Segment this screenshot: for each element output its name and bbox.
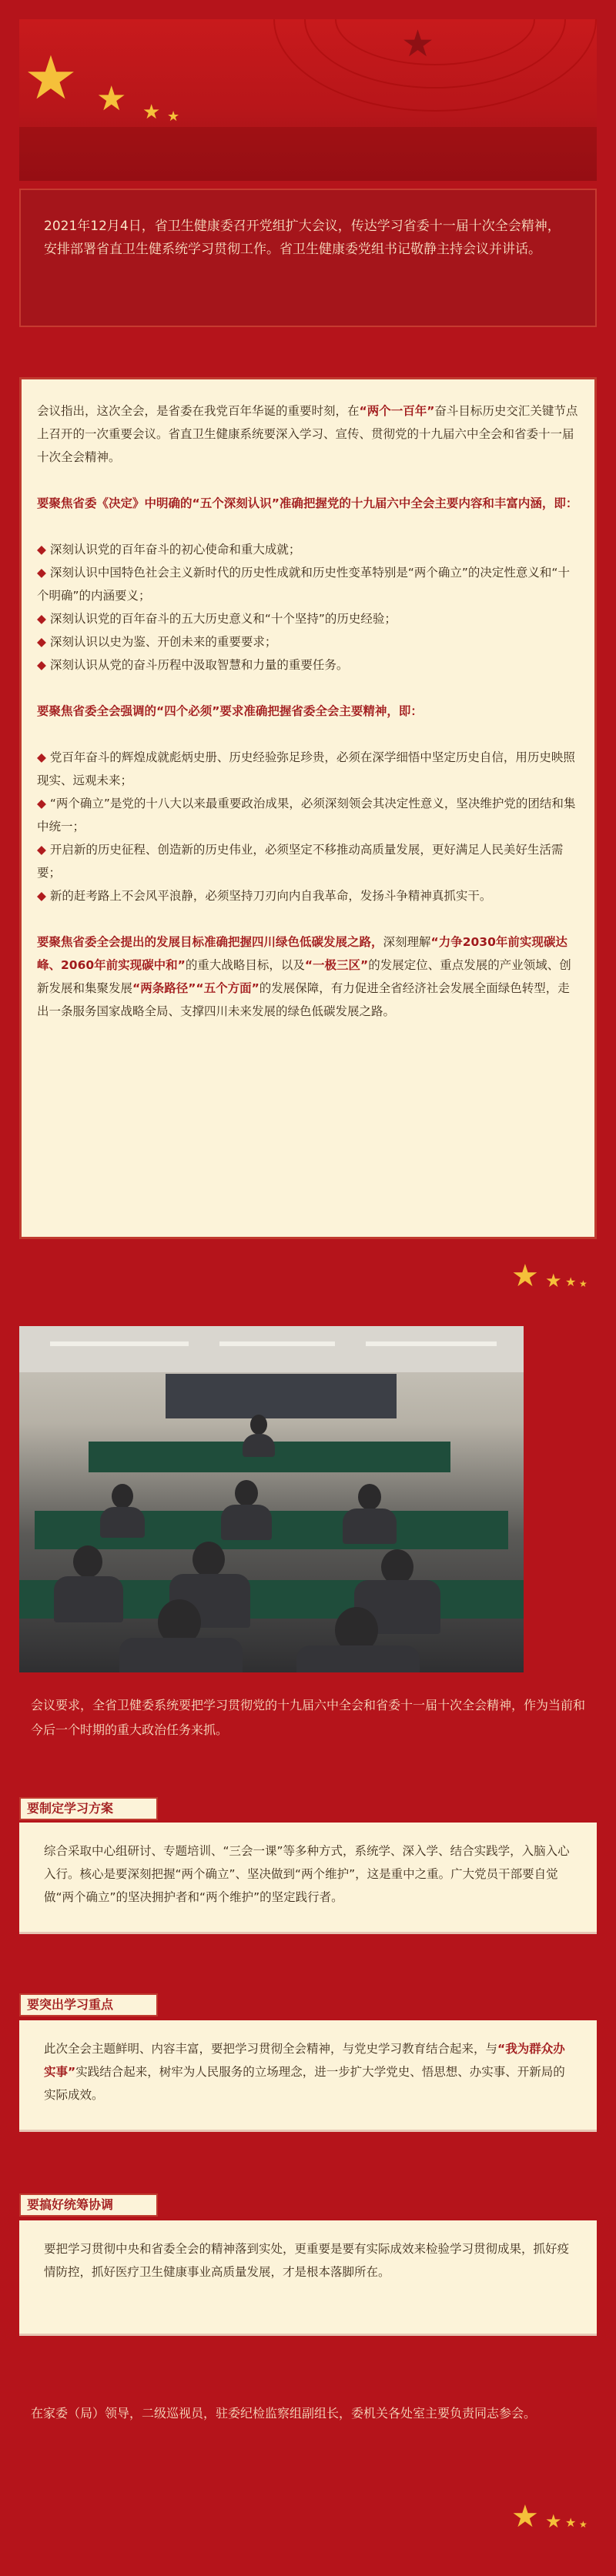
list-item-text: 深刻认识党的百年奋斗的五大历史意义和“十个坚持”的历史经验；: [49, 612, 397, 626]
photo-person: [112, 1484, 133, 1509]
list-item: [37, 630, 581, 653]
photo-light: [50, 1341, 189, 1346]
requirement-text: 会议要求，全省卫健委系统要把学习贯彻党的十九届六中全会和省委十一届十次全会精神，作为当前和今后一个时期的重大政治任务来抓。: [31, 1698, 586, 1737]
list-item: [37, 792, 581, 838]
list-item-text: “两个确立”是党的十八大以来最重要政治成果，必须深刻领会其决定性意义，坚决维护党的团结和集中统一；: [37, 797, 576, 834]
section-heading: 要聚焦省委《决定》中明确的“五个深刻认识”准确把握党的十九届六中全会主要内容和丰富内涵，即：: [37, 496, 578, 510]
highlight: “两个一百年”: [359, 404, 435, 418]
list-item: [37, 838, 581, 884]
photo-person: [235, 1480, 258, 1506]
card-text: 综合采取中心组研讨、专题培训、“三会一课”等多种方式，系统学、深入学、结合实践学，入脑入心入行。核心是要深刻把握“两个确立”、坚决做到“两个维护”，这是重中之重。广大党员干部要自觉做“两个确立”的坚决拥护者和“两个维护”的坚定践行者。: [44, 1844, 570, 1904]
text: 奋斗目标历史交汇关键节点上召开的一次重要会议。省直卫生健康系统要深入学习、宣传、贯彻党的十九届六中全会和省委十一届十次全会精神。: [37, 404, 578, 464]
photo-person: [100, 1507, 145, 1538]
list-item: [37, 884, 581, 907]
star-icon: ★: [142, 101, 161, 124]
content-card: [19, 2020, 597, 2132]
photo-person: [250, 1415, 267, 1435]
content-card: [19, 1823, 597, 1934]
list-item: [37, 746, 581, 792]
bullet-list: [37, 746, 581, 907]
photo-person: [243, 1434, 275, 1457]
text: 会议指出，这次全会，是省委在我党百年华诞的重要时刻，在: [37, 404, 360, 418]
header-banner: [19, 19, 597, 181]
diamond-bullet-icon: ◆: [37, 612, 46, 626]
card-text: 要把学习贯彻中央和省委全会的精神落到实处，更重要是要有实际成效来检验学习贯彻成果，抓好疫情防控，抓好医疗卫生健康事业高质量发展，才是根本落脚所在。: [44, 2242, 570, 2279]
diamond-bullet-icon: ◆: [37, 543, 46, 556]
text: 的重大战略目标，以及: [185, 958, 305, 972]
big-star-icon: ★: [24, 44, 78, 113]
photo-light: [219, 1341, 335, 1346]
photo-wall: [19, 1326, 524, 1372]
card-tag: 要制定学习方案: [19, 1797, 158, 1820]
intro-box: [19, 189, 597, 327]
photo-person: [358, 1484, 381, 1510]
intro-text: 2021年12月4日，省卫生健康委召开党组扩大会议，传达学习省委十一届十次全会精神，安排部署省直卫生健系统学习贯彻工作。省卫生健康委党组书记敬静主持会议并讲话。: [44, 219, 561, 257]
photo-screen: [166, 1374, 397, 1418]
bullet-list: [37, 538, 581, 677]
diamond-bullet-icon: ◆: [37, 566, 46, 580]
star-icon: ★: [579, 2519, 588, 2530]
content-card: [19, 2220, 597, 2336]
text: 的发展保障，有力促进全省经济社会发展全面绿色转型，走出一条服务国家战略全局、支撑四川未来发展的绿色低碳发展之路。: [37, 981, 570, 1018]
list-item-text: 深刻认识从党的奋斗历程中汲取智慧和力量的重要任务。: [49, 658, 349, 672]
diamond-bullet-icon: ◆: [37, 889, 46, 903]
highlight: “一极三区”: [304, 958, 369, 972]
star-icon: ★: [579, 1278, 588, 1289]
photo-person: [54, 1576, 123, 1622]
photo-person: [221, 1505, 272, 1540]
star-icon: ★: [565, 2515, 577, 2530]
diamond-bullet-icon: ◆: [37, 635, 46, 649]
star-icon: ★: [545, 1270, 562, 1291]
list-item-text: 开启新的历史征程、创造新的历史伟业，必须坚定不移推动高质量发展，更好满足人民美好生活需要；: [37, 843, 564, 880]
diamond-bullet-icon: ◆: [37, 797, 46, 810]
list-item-text: 新的赶考路上不会风平浪静，必须坚持刀刃向内自我革命，发扬斗争精神真抓实干。: [49, 889, 492, 903]
section-heading: 要聚焦省委全会强调的“四个必须”要求准确把握省委全会主要精神，即：: [37, 704, 423, 718]
list-item-text: 深刻认识党的百年奋斗的初心使命和重大成就；: [49, 543, 301, 556]
highlight: “两条路径”“五个方面”: [132, 981, 259, 995]
section-heading: 要聚焦省委全会提出的发展目标准确把握四川绿色低碳发展之路，: [37, 935, 383, 949]
list-item-text: 党百年奋斗的辉煌成就彪炳史册、历史经验弥足珍贵，必须在深学细悟中坚定历史自信，用历史映照现实、远观未来；: [37, 750, 575, 787]
star-icon: ★: [96, 79, 127, 119]
list-item-text: 深刻认识中国特色社会主义新时代的历史性成就和历史性变革特别是“两个确立”的决定性意义和“十个明确”的内涵要义；: [37, 566, 570, 603]
card-tag: 要突出学习重点: [19, 1993, 158, 2016]
photo-person: [343, 1509, 397, 1544]
text: 此次全会主题鲜明、内容丰富，要把学习贯彻全会精神，与党史学习教育结合起来，与: [44, 2042, 498, 2056]
highlight: “我为群众办实事”: [44, 2042, 565, 2079]
content-panel: [19, 377, 597, 1239]
header-band: [19, 127, 597, 181]
list-item: [37, 561, 581, 607]
photo-person: [296, 1645, 420, 1672]
attendees-text: 在家委（局）领导，二级巡视员，驻委纪检监察组副组长，委机关各处室主要负责同志参会。: [31, 2406, 537, 2421]
paragraph: [37, 399, 581, 469]
star-icon: ★: [545, 2511, 562, 2532]
star-icon: ★: [565, 1275, 577, 1289]
highlight: “力争2030年前实现碳达峰、2060年前实现碳中和”: [37, 935, 567, 972]
list-item: [37, 653, 581, 677]
photo-person: [192, 1542, 225, 1577]
paragraph: [37, 931, 581, 1023]
star-icon: ★: [167, 109, 180, 125]
card-tag: 要搞好统筹协调: [19, 2193, 158, 2217]
list-item: [37, 607, 581, 630]
photo-light: [366, 1341, 497, 1346]
emblem-star-icon: ★: [401, 22, 435, 65]
photo-person: [119, 1638, 243, 1672]
diamond-bullet-icon: ◆: [37, 658, 46, 672]
list-item-text: 深刻认识以史为鉴、开创未来的重要要求；: [49, 635, 277, 649]
photo-person: [73, 1545, 102, 1578]
text: 的发展定位、重点发展的产业领域、创新发展和集聚发展: [37, 958, 571, 995]
card-text: [44, 2037, 572, 2107]
text: 实践结合起来，树牢为人民服务的立场理念，进一步扩大学党史、悟思想、办实事、开新局的实际成效。: [44, 2065, 565, 2102]
star-icon: ★: [511, 1258, 539, 1294]
list-item: [37, 538, 581, 561]
meeting-photo: [19, 1326, 524, 1672]
star-icon: ★: [511, 2499, 539, 2534]
diamond-bullet-icon: ◆: [37, 750, 46, 764]
diamond-bullet-icon: ◆: [37, 843, 46, 857]
text: 深刻理解: [383, 935, 431, 949]
